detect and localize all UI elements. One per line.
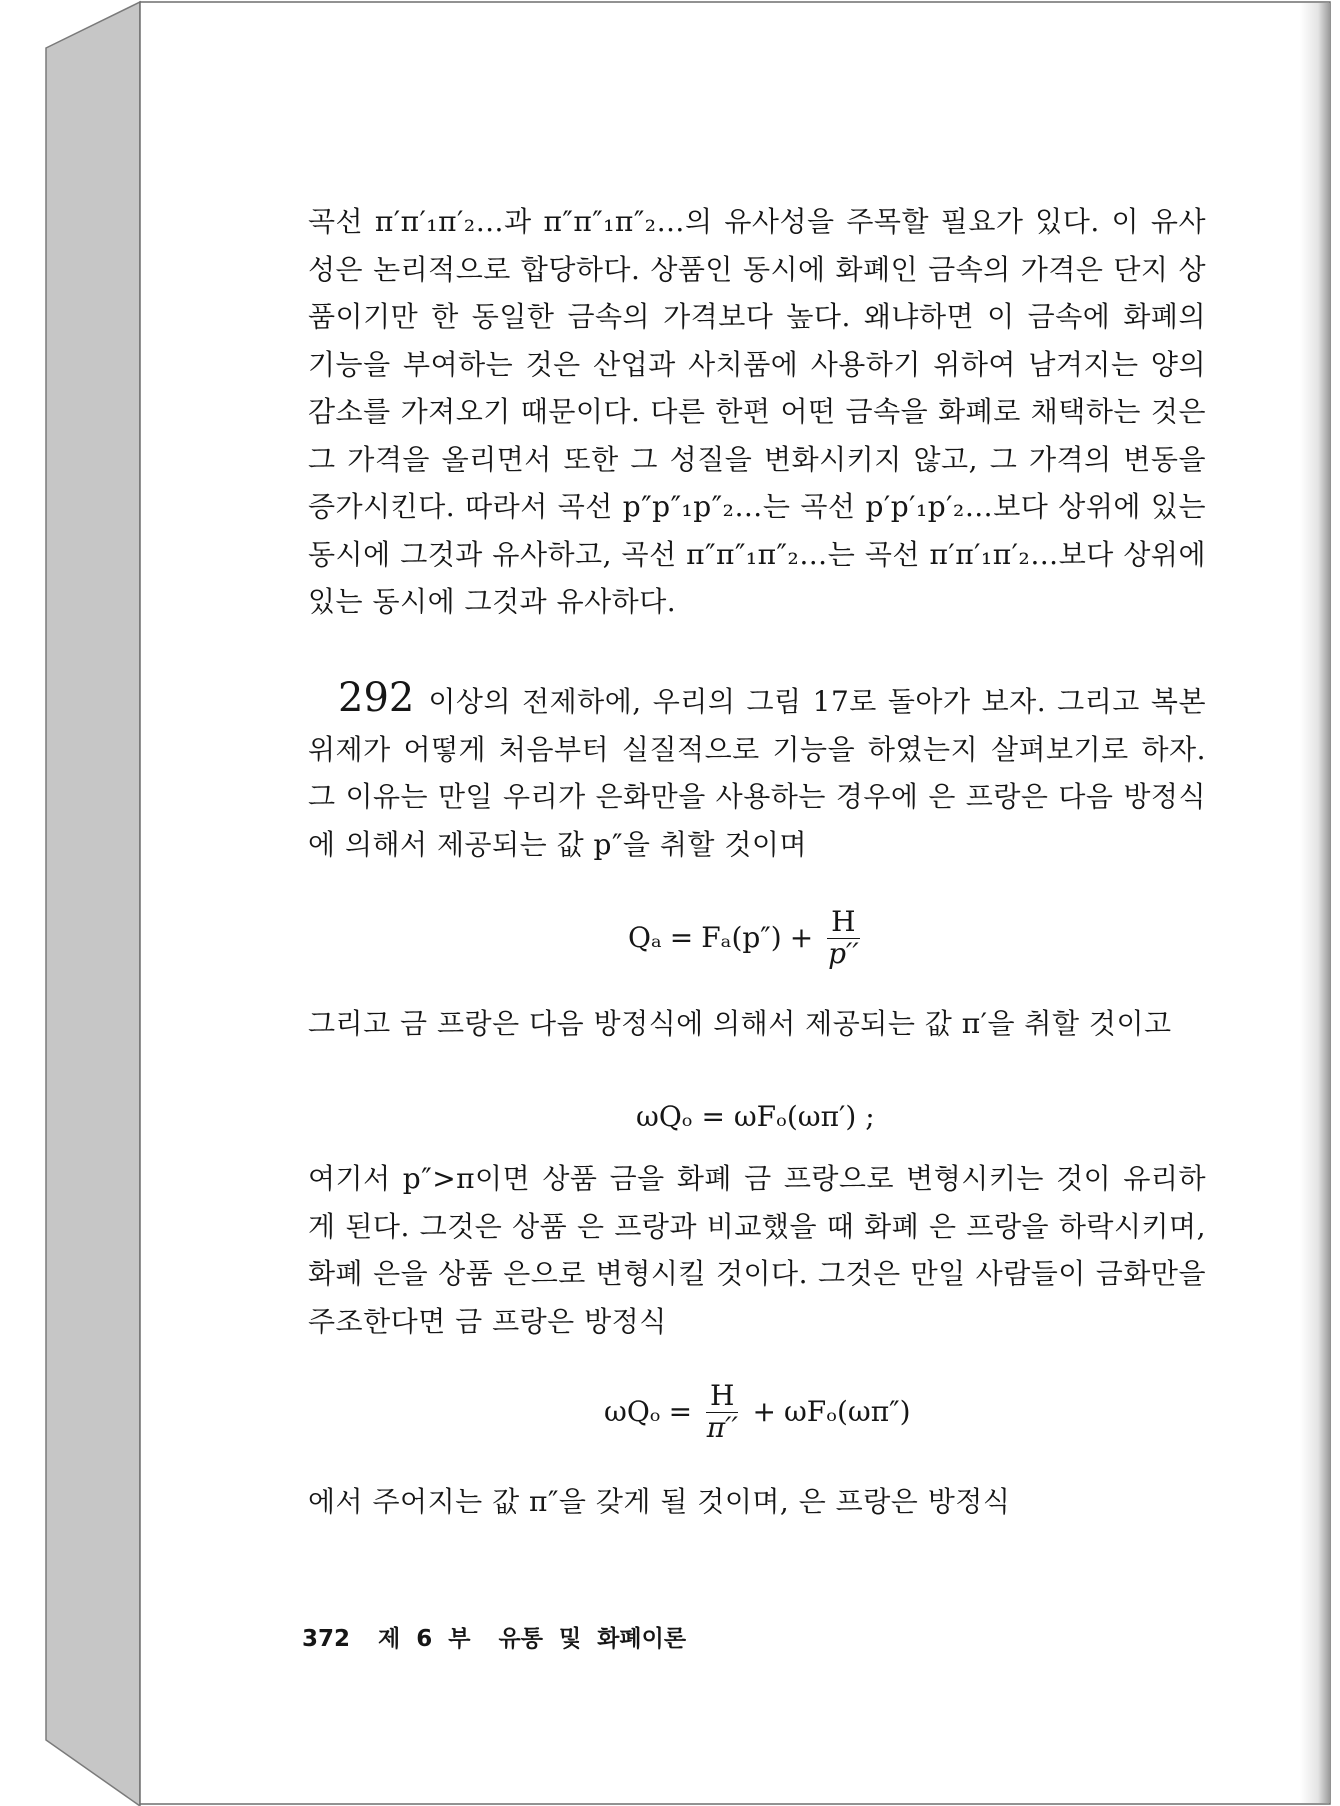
eq1-numerator: H bbox=[827, 906, 859, 939]
paragraph-number: 292 bbox=[338, 675, 415, 721]
eq3-term: ωFₒ(ωπ″) bbox=[783, 1395, 911, 1428]
paragraph-value-pi: 에서 주어지는 값 π″을 갖게 될 것이며, 은 프랑은 방정식 bbox=[308, 1485, 1011, 1518]
eq1-equals: = bbox=[669, 921, 694, 954]
page-footer bbox=[302, 1620, 686, 1653]
paragraph-292-text: 이상의 전제하에, 우리의 그림 17로 돌아가 보자. 그리고 복본위제가 어떻게 처음부터 실질적으로 기능을 하였는지 살펴보기로 하자. 그 이유는 만일 우리가 은화만을 사용하는 경우에 은 프랑은 다음 방정식에 의해서 제공되는 값 p″을 취할 것이며 bbox=[308, 685, 1206, 861]
eq1-plus: + bbox=[789, 921, 814, 954]
part-title: 유통 및 화폐이론 bbox=[498, 1626, 687, 1652]
eq1-lhs: Qₐ bbox=[628, 921, 662, 954]
paragraph-292 bbox=[308, 675, 1206, 868]
eq1-term: Fₐ(p″) bbox=[701, 921, 782, 954]
paragraph-gold-franc: 그리고 금 프랑은 다음 방정식에 의해서 제공되는 값 π′을 취할 것이고 bbox=[308, 1007, 1172, 1040]
eq3-plus: + bbox=[752, 1395, 776, 1428]
paragraph-transformation: 여기서 p″>π이면 상품 금을 화폐 금 프랑으로 변형시키는 것이 유리하게 된다. 그것은 상품 은 프랑과 비교했을 때 화폐 은 프랑을 하락시키며, 화폐 은을 상품 은으로 변형시킬 것이다. 그것은 만일 사람들이 금화만을 주조한다면 금 프랑은 방정식 bbox=[308, 1162, 1206, 1338]
eq3-denominator: π′′ bbox=[706, 1411, 738, 1444]
eq3-numerator: H bbox=[706, 1380, 738, 1413]
book-spine bbox=[46, 2, 140, 1806]
equation-gold-coinage bbox=[604, 1380, 911, 1443]
eq3-equals: = bbox=[668, 1395, 693, 1428]
paragraph-curves-similarity: 곡선 π′π′₁π′₂…과 π″π″₁π″₂…의 유사성을 주목할 필요가 있다. 이 유사성은 논리적으로 합당하다. 상품인 동시에 화폐인 금속의 가격은 단지 상품이기만 한 동일한 금속의 가격보다 높다. 왜냐하면 이 금속에 화폐의 기능을 부여하는 것은 산업과 사치품에 사용하기 위하여 남겨지는 양의 감소를 가져오기 때문이다. 다른 한편 어떤 금속을 화폐로 채택하는 것은 그 가격을 올리면서 또한 그 성질을 변화시키지 않고, 그 가격의 변동을 증가시킨다. 따라서 곡선 p″p″₁p″₂…는 곡선 p′p′₁p′₂…보다 상위에 있는 동시에 그것과 유사하고, 곡선 π″π″₁π″₂…는 곡선 π′π′₁π′₂…보다 상위에 있는 동시에 그것과 유사하다. bbox=[308, 205, 1206, 618]
eq3-lhs: ωQₒ bbox=[604, 1395, 661, 1428]
page-number: 372 bbox=[302, 1626, 351, 1652]
eq1-denominator: p′′ bbox=[828, 937, 859, 970]
part-label: 제 6 부 bbox=[378, 1626, 471, 1652]
page-edge-shadow bbox=[1300, 3, 1330, 1803]
equation-silver-franc bbox=[628, 906, 866, 969]
eq1-fraction bbox=[827, 906, 859, 969]
eq3-fraction bbox=[706, 1380, 738, 1443]
equation-gold-franc: ωQₒ = ωFₒ(ωπ′) ; bbox=[636, 1100, 875, 1133]
